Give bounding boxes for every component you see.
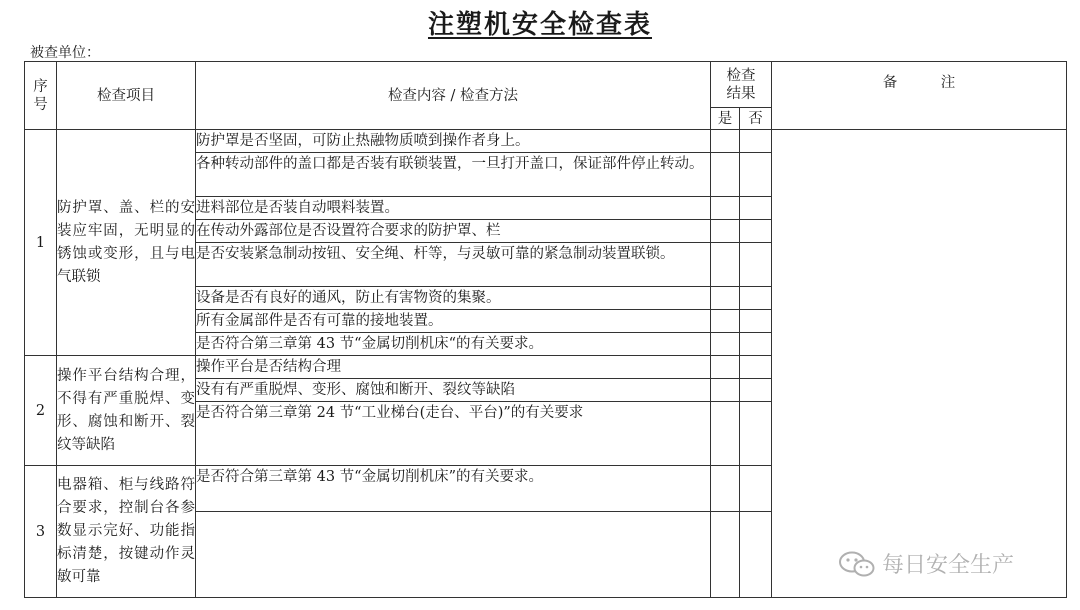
no-cell[interactable] — [740, 153, 772, 197]
content-cell: 操作平台是否结构合理 — [196, 356, 711, 379]
content-cell: 各种转动部件的盖口都是否装有联锁装置，一旦打开盖口，保证部件停止转动。 — [196, 153, 711, 197]
header-content: 检查内容 / 检查方法 — [196, 62, 711, 130]
seq-cell: 2 — [25, 356, 57, 466]
item-cell: 防护罩、盖、栏的安装应牢固，无明显的锈蚀或变形，且与电气联锁 — [57, 130, 196, 356]
no-cell[interactable] — [740, 310, 772, 333]
seq-cell: 1 — [25, 130, 57, 356]
content-cell: 是否符合第三章第 24 节“工业梯台(走台、平台)”的有关要求 — [196, 402, 711, 466]
yes-cell[interactable] — [711, 130, 740, 153]
header-yes: 是 — [711, 108, 740, 130]
content-cell: 是否符合第三章第 43 节“金属切削机床“的有关要求。 — [196, 333, 711, 356]
yes-cell[interactable] — [711, 243, 740, 287]
header-item: 检查项目 — [57, 62, 196, 130]
no-cell[interactable] — [740, 466, 772, 512]
page-title: 注塑机安全检查表 — [427, 10, 652, 40]
no-cell[interactable] — [740, 402, 772, 466]
content-cell — [196, 512, 711, 598]
yes-cell[interactable] — [711, 356, 740, 379]
yes-cell[interactable] — [711, 287, 740, 310]
no-cell[interactable] — [740, 243, 772, 287]
header-seq: 序号 — [25, 62, 57, 130]
content-cell: 是否安装紧急制动按钮、安全绳、杆等，与灵敏可靠的紧急制动装置联锁。 — [196, 243, 711, 287]
yes-cell[interactable] — [711, 197, 740, 220]
header-remark: 备 注 — [772, 62, 1067, 130]
yes-cell[interactable] — [711, 310, 740, 333]
item-cell: 操作平台结构合理，不得有严重脱焊、变形、腐蚀和断开、裂纹等缺陷 — [57, 356, 196, 466]
watermark — [838, 548, 1014, 579]
yes-cell[interactable] — [711, 220, 740, 243]
yes-cell[interactable] — [711, 402, 740, 466]
no-cell[interactable] — [740, 130, 772, 153]
remark-cell[interactable] — [772, 130, 1067, 598]
yes-cell[interactable] — [711, 512, 740, 598]
no-cell[interactable] — [740, 356, 772, 379]
yes-cell[interactable] — [711, 333, 740, 356]
inspection-table — [24, 61, 1067, 598]
no-cell[interactable] — [740, 333, 772, 356]
yes-cell[interactable] — [711, 379, 740, 402]
table-row — [25, 130, 1067, 153]
content-cell: 防护罩是否坚固，可防止热融物质喷到操作者身上。 — [196, 130, 711, 153]
no-cell[interactable] — [740, 220, 772, 243]
content-cell: 进料部位是否装自动喂料装置。 — [196, 197, 711, 220]
wechat-icon — [838, 550, 876, 578]
no-cell[interactable] — [740, 287, 772, 310]
no-cell[interactable] — [740, 512, 772, 598]
header-no: 否 — [740, 108, 772, 130]
no-cell[interactable] — [740, 379, 772, 402]
yes-cell[interactable] — [711, 466, 740, 512]
content-cell: 所有金属部件是否有可靠的接地装置。 — [196, 310, 711, 333]
watermark-text: 每日安全生产 — [882, 553, 1015, 578]
inspected-unit-label: 被查单位： — [30, 45, 100, 61]
item-cell: 电器箱、柜与线路符合要求，控制台各参数显示完好、功能指标清楚，按键动作灵敏可靠 — [57, 466, 196, 598]
yes-cell[interactable] — [711, 153, 740, 197]
no-cell[interactable] — [740, 197, 772, 220]
header-result: 检查结果 — [711, 62, 772, 108]
seq-cell: 3 — [25, 466, 57, 598]
content-cell: 设备是否有良好的通风，防止有害物资的集聚。 — [196, 287, 711, 310]
content-cell: 是否符合第三章第 43 节“金属切削机床”的有关要求。 — [196, 466, 711, 512]
content-cell: 在传动外露部位是否设置符合要求的防护罩、栏 — [196, 220, 711, 243]
content-cell: 没有有严重脱焊、变形、腐蚀和断开、裂纹等缺陷 — [196, 379, 711, 402]
